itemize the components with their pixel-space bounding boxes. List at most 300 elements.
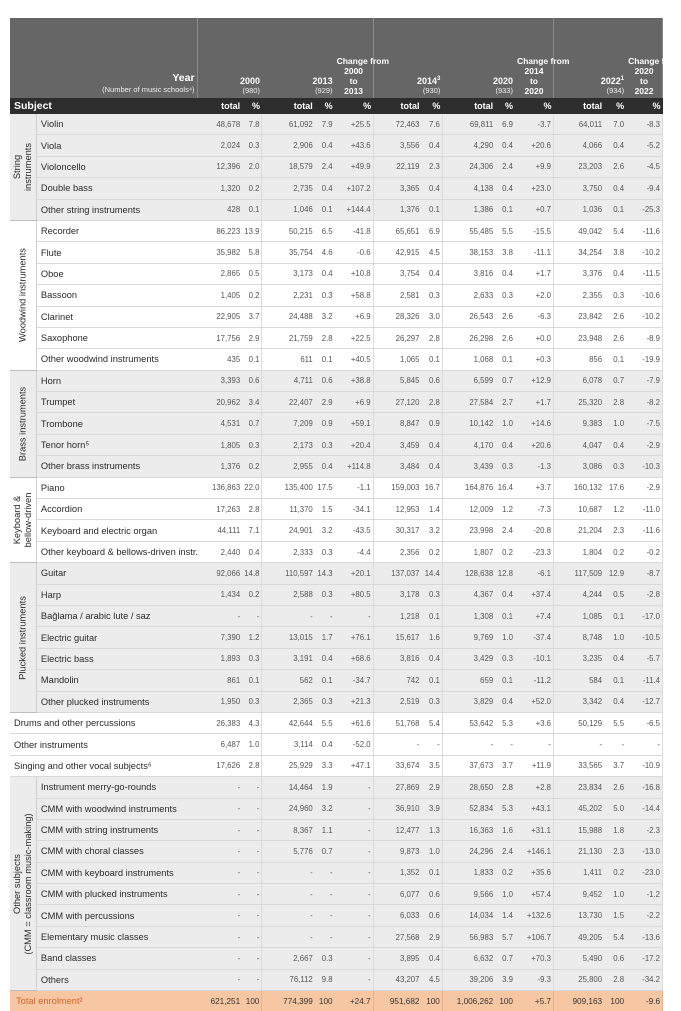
value-cell: 1,893 [197,648,242,669]
value-cell: 3,376 [553,263,604,284]
value-cell: 2.4 [495,841,515,862]
subject-name: Others [36,969,197,990]
year-header [442,18,515,98]
value-cell: 160,132 [553,477,604,498]
year-header [262,18,335,98]
value-cell: 50,215 [262,220,315,241]
table-row [10,477,663,498]
total-label: Total enrolment² [10,991,197,1011]
value-cell: 4,531 [197,413,242,434]
subject-name: Instrument merry-go-rounds [36,777,197,798]
table-row [10,755,663,776]
value-cell: - [335,798,374,819]
value-cell: 611 [262,349,315,370]
value-cell: -9.3 [515,969,554,990]
value-cell: 0.4 [242,541,262,562]
group-label: Woodwind instruments [17,248,28,343]
value-cell: - [197,798,242,819]
value-cell: -11.6 [626,520,662,541]
value-cell: +6.9 [335,306,374,327]
value-cell: 64,011 [553,114,604,135]
value-cell: 92,066 [197,563,242,584]
value-cell: 2.8 [495,777,515,798]
value-cell: 3,816 [373,648,421,669]
subject-name: CMM with percussions [36,905,197,926]
value-cell: 76,112 [262,969,315,990]
value-cell: 135,400 [262,477,315,498]
change-label: Change from [336,56,389,66]
value-cell: 584 [553,670,604,691]
value-cell: 25,800 [553,969,604,990]
value-cell: 2.9 [242,327,262,348]
value-cell: 4.5 [421,242,442,263]
value-cell: 2,355 [553,285,604,306]
value-cell: 16.7 [421,477,442,498]
value-cell: -10.2 [626,242,662,263]
table-row [10,841,663,862]
value-cell: 1,804 [553,541,604,562]
table-row [10,948,663,969]
value-cell: - [242,926,262,947]
value-cell: 3,365 [373,178,421,199]
value-cell: 4,290 [442,135,495,156]
value-cell: +107.2 [335,178,374,199]
value-cell: 1.0 [604,627,626,648]
value-cell: 428 [197,199,242,220]
value-cell: 1.5 [604,905,626,926]
value-cell: 12,009 [442,499,495,520]
subject-name: Band classes [36,948,197,969]
value-cell: +10.8 [335,263,374,284]
table-row [10,349,663,370]
subject-name: Electric bass [36,648,197,669]
value-cell: 2.8 [315,327,335,348]
value-cell: -41.8 [335,220,374,241]
value-cell: 0.6 [315,370,335,391]
table-row [10,712,663,733]
value-cell: 1.6 [495,819,515,840]
value-cell: 2.8 [604,392,626,413]
value-cell: - [335,862,374,883]
col-pct: % [421,98,442,114]
value-cell: 4.6 [315,242,335,263]
value-cell: +70.3 [515,948,554,969]
group-label-cell [10,777,36,991]
subject-name: Keyboard and electric organ [36,520,197,541]
table-row [10,926,663,947]
group-label [12,143,34,191]
value-cell: -8.3 [626,114,662,135]
table-row [10,605,663,626]
value-cell: 2.6 [604,306,626,327]
value-cell: -6.5 [626,712,662,733]
value-cell: 2,581 [373,285,421,306]
year-schools: (933) [495,86,513,95]
value-cell: 2.0 [242,156,262,177]
table-row [10,819,663,840]
value-cell: 0.4 [604,263,626,284]
value-cell: 3,086 [553,456,604,477]
value-cell: 3.7 [242,306,262,327]
table-row [10,862,663,883]
subject-name: Tenor horn⁵ [36,434,197,455]
value-cell: 0.7 [495,370,515,391]
value-cell: -7.5 [626,413,662,434]
value-cell: 3,439 [442,456,495,477]
value-cell: 33,674 [373,755,421,776]
table-row [10,648,663,669]
value-cell: 86,223 [197,220,242,241]
value-cell: -7.9 [626,370,662,391]
table-row [10,456,663,477]
group-label-line: bellow-driven [22,492,33,548]
group-label-line: instruments [22,142,33,191]
total-value: 100 [604,991,626,1011]
value-cell: 6,078 [553,370,604,391]
value-cell: -34.1 [335,499,374,520]
value-cell: 27,568 [373,926,421,947]
value-cell: -11.2 [515,670,554,691]
value-cell: 137,037 [373,563,421,584]
table-row [10,670,663,691]
value-cell: 3,754 [373,263,421,284]
value-cell: - [335,841,374,862]
value-cell: 55,485 [442,220,495,241]
value-cell: +9.9 [515,156,554,177]
value-cell: +59.1 [335,413,374,434]
table-row [10,627,663,648]
col-pct: % [515,98,554,114]
value-cell: 1,036 [553,199,604,220]
value-cell: 5.4 [604,220,626,241]
value-cell: 0.2 [604,862,626,883]
value-cell: 0.1 [495,670,515,691]
value-cell: 0.6 [242,370,262,391]
value-cell: 7,209 [262,413,315,434]
value-cell: -16.8 [626,777,662,798]
value-cell: - [242,862,262,883]
subject-name: Trombone [36,413,197,434]
value-cell: -19.9 [626,349,662,370]
value-cell: - [242,884,262,905]
value-cell: 16.4 [495,477,515,498]
table-row [10,734,663,755]
value-cell: - [197,819,242,840]
value-cell: 21,130 [553,841,604,862]
value-cell: 2.6 [495,306,515,327]
table-row [10,242,663,263]
value-cell: -10.1 [515,648,554,669]
value-cell: 2,519 [373,691,421,712]
total-value: -9.6 [626,991,662,1011]
value-cell: +76.1 [335,627,374,648]
table-row [10,499,663,520]
subject-name: Oboe [36,263,197,284]
value-cell: 0.3 [421,691,442,712]
col-total: total [442,98,495,114]
value-cell: - [197,884,242,905]
value-cell: 1,386 [442,199,495,220]
value-cell: 0.3 [315,285,335,306]
value-cell: 5.3 [495,712,515,733]
value-cell: 0.1 [421,199,442,220]
value-cell: 3.3 [315,755,335,776]
value-cell: 1.9 [315,777,335,798]
subject-name: CMM with choral classes [36,841,197,862]
value-cell: 52,834 [442,798,495,819]
year-value: 2013 [312,76,333,86]
value-cell: 26,298 [442,327,495,348]
value-cell: 21,204 [553,520,604,541]
value-cell: 18,579 [262,156,315,177]
subject-name: Harp [36,584,197,605]
value-cell: -11.4 [626,670,662,691]
group-label-cell [10,114,36,220]
value-cell: 0.1 [604,199,626,220]
value-cell: 2.8 [242,755,262,776]
value-cell: -2.3 [626,819,662,840]
group-label-cell [10,370,36,477]
value-cell: 0.4 [495,584,515,605]
value-cell: 0.1 [315,670,335,691]
value-cell: 28,326 [373,306,421,327]
value-cell: 7,390 [197,627,242,648]
value-cell: 9.8 [315,969,335,990]
change-from: 2014 [524,66,544,76]
value-cell: 5.4 [604,926,626,947]
value-cell: 15,988 [553,819,604,840]
year-footnote: 3 [437,76,441,82]
change-to: 2013 [344,86,364,96]
change-header [335,18,389,98]
value-cell: - [242,819,262,840]
value-cell: 49,205 [553,926,604,947]
value-cell: 1.0 [421,841,442,862]
value-cell: 0.3 [604,456,626,477]
value-cell: 30,317 [373,520,421,541]
value-cell: 38,153 [442,242,495,263]
value-cell: 1.0 [495,627,515,648]
value-cell: -34.7 [335,670,374,691]
value-cell: 10,687 [553,499,604,520]
value-cell: 6.9 [495,114,515,135]
value-cell: - [315,884,335,905]
value-cell: 3,816 [442,263,495,284]
value-cell: -11.5 [626,263,662,284]
value-cell: -4.4 [335,541,374,562]
value-cell: 23,998 [442,520,495,541]
value-cell: 5,845 [373,370,421,391]
value-cell: 0.6 [421,884,442,905]
value-cell: 3,484 [373,456,421,477]
value-cell: - [262,926,315,947]
table-row [10,285,663,306]
value-cell: +40.5 [335,349,374,370]
value-cell: 1.3 [421,819,442,840]
value-cell: 5.5 [495,220,515,241]
value-cell: 0.3 [315,584,335,605]
value-cell: 856 [553,349,604,370]
value-cell: 2,955 [262,456,315,477]
value-cell: 164,876 [442,477,495,498]
total-value: 774,399 [262,991,315,1011]
value-cell: 0.1 [495,605,515,626]
value-cell: 34,254 [553,242,604,263]
value-cell: 33,565 [553,755,604,776]
value-cell: -5.7 [626,648,662,669]
value-cell: +1.7 [515,263,554,284]
value-cell: 2.7 [495,392,515,413]
value-cell: 0.4 [495,434,515,455]
value-cell: 2,231 [262,285,315,306]
value-cell: 9,452 [553,884,604,905]
value-cell: +0.0 [515,327,554,348]
value-cell: 3.4 [242,392,262,413]
value-cell: 0.2 [421,541,442,562]
value-cell: 562 [262,670,315,691]
value-cell: 0.4 [604,434,626,455]
value-cell: 6.5 [315,220,335,241]
value-cell: 14,034 [442,905,495,926]
value-cell: 23,834 [553,777,604,798]
col-total: total [373,98,421,114]
value-cell: -2.9 [626,477,662,498]
subject-name: Horn [36,370,197,391]
value-cell: 17,626 [197,755,242,776]
value-cell: 0.3 [421,584,442,605]
value-cell: 0.9 [315,413,335,434]
subject-name: Elementary music classes [36,926,197,947]
value-cell: 0.3 [421,285,442,306]
group-label [12,813,34,954]
value-cell: 0.7 [315,841,335,862]
value-cell: -0.2 [626,541,662,562]
value-cell: 1,046 [262,199,315,220]
total-value: +5.7 [515,991,554,1011]
subject-name: Piano [36,477,197,498]
value-cell: 0.5 [604,584,626,605]
value-cell: +68.6 [335,648,374,669]
value-cell: -2.2 [626,905,662,926]
subject-name: Guitar [36,563,197,584]
value-cell: -1.1 [335,477,374,498]
total-value: +24.7 [335,991,374,1011]
value-cell: - [421,734,442,755]
table-row [10,306,663,327]
year-schools: (930) [422,86,441,95]
value-cell: 0.4 [495,691,515,712]
value-cell: 3,191 [262,648,315,669]
group-label-cell [10,477,36,563]
value-cell: 5.3 [495,798,515,819]
value-cell: 2.8 [421,327,442,348]
value-cell: 435 [197,349,242,370]
subject-header-row [10,98,663,114]
value-cell: 6,599 [442,370,495,391]
value-cell: -8.2 [626,392,662,413]
subject-name: Other plucked instruments [36,691,197,712]
value-cell: 7.1 [242,520,262,541]
total-value: 951,682 [373,991,421,1011]
total-value: 909,163 [553,991,604,1011]
value-cell: 14.4 [421,563,442,584]
value-cell: 0.6 [421,370,442,391]
value-cell: - [335,819,374,840]
group-label [12,493,34,548]
value-cell: 2,588 [262,584,315,605]
table-row [10,370,663,391]
value-cell: +52.0 [515,691,554,712]
value-cell: 0.4 [495,263,515,284]
value-cell: 3.0 [421,306,442,327]
value-cell: 17.5 [315,477,335,498]
value-cell: 1.0 [495,884,515,905]
subject-name: Trumpet [36,392,197,413]
total-value: 1,006,262 [442,991,495,1011]
value-cell: -6.3 [515,306,554,327]
table-row [10,798,663,819]
value-cell: 3,173 [262,263,315,284]
value-cell: 6,033 [373,905,421,926]
value-cell: -12.7 [626,691,662,712]
value-cell: - [242,969,262,990]
year-label: Year [172,72,195,84]
value-cell: 17,756 [197,327,242,348]
value-cell: 0.1 [604,349,626,370]
value-cell: 12,477 [373,819,421,840]
value-cell: 4,244 [553,584,604,605]
value-cell: 1,805 [197,434,242,455]
table-row [10,563,663,584]
value-cell: 4,711 [262,370,315,391]
change-label: Change from [628,56,681,66]
value-cell: -14.4 [626,798,662,819]
group-label-line: String [11,154,22,180]
value-cell: 0.1 [604,605,626,626]
subject-name: Violoncello [36,156,197,177]
value-cell: 0.7 [242,413,262,434]
value-cell: 5.0 [604,798,626,819]
year-header [197,18,262,98]
value-cell: 2,333 [262,541,315,562]
value-cell: 2.6 [495,327,515,348]
value-cell: 659 [442,670,495,691]
value-cell: 12.9 [604,563,626,584]
value-cell: 13.9 [242,220,262,241]
value-cell: +35.6 [515,862,554,883]
value-cell: -11.6 [626,220,662,241]
table-row [10,520,663,541]
value-cell: -10.2 [626,306,662,327]
value-cell: +20.4 [335,434,374,455]
value-cell: -0.6 [335,242,374,263]
value-cell: - [242,905,262,926]
value-cell: 50,129 [553,712,604,733]
value-cell: 3.7 [495,755,515,776]
value-cell: -37.4 [515,627,554,648]
value-cell: 2,865 [197,263,242,284]
value-cell: 0.2 [242,285,262,306]
value-cell: 117,509 [553,563,604,584]
value-cell: +144.4 [335,199,374,220]
value-cell: - [197,605,242,626]
value-cell: 0.2 [495,862,515,883]
value-cell: 3,459 [373,434,421,455]
value-cell: 4,367 [442,584,495,605]
subject-name: CMM with string instruments [36,819,197,840]
value-cell: 1,320 [197,178,242,199]
group-label: Plucked instruments [17,595,28,680]
